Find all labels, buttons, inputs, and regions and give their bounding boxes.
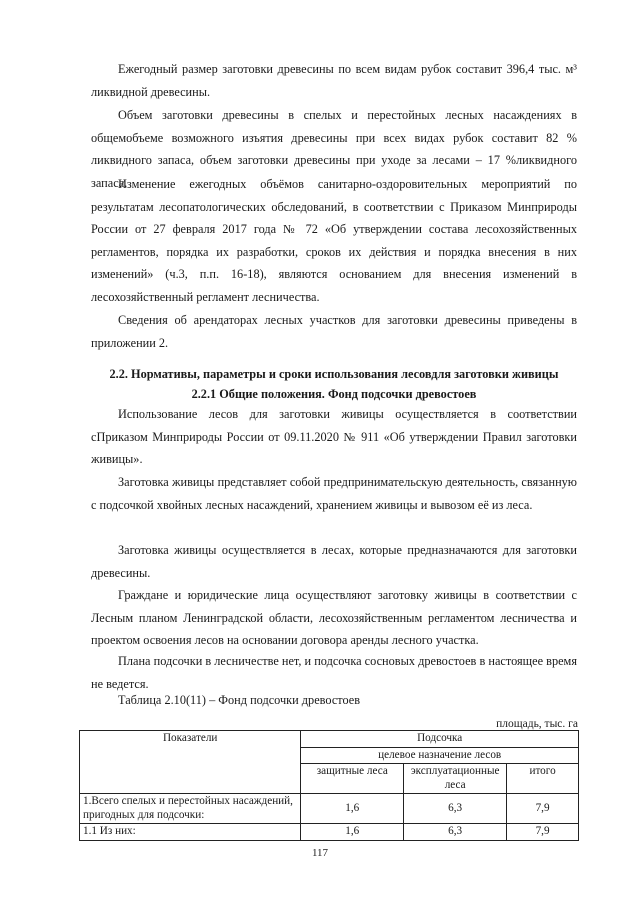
paragraph-text: Сведения об арендаторах лесных участков для заготовки древесины приведены в приложении 2. — [91, 313, 577, 350]
section-heading: 2.2. Нормативы, параметры и сроки использования лесовдля заготовки живицы — [109, 367, 559, 381]
cell-exploitation: 6,3 — [404, 824, 507, 841]
cell-protective: 1,6 — [301, 794, 404, 824]
paragraph-resin-business — [91, 471, 577, 516]
paragraph-no-tapping-plan — [91, 650, 577, 695]
header-indicator: Показатели — [80, 731, 301, 794]
cell-exploitation: 6,3 — [404, 794, 507, 824]
row-label: 1.1 Из них: — [80, 824, 301, 841]
paragraph-resin-forests — [91, 539, 577, 584]
page-number: 117 — [311, 847, 329, 859]
paragraph-text: Граждане и юридические лица осуществляют заготовку живицы в соответствии с Лесным планом Ленинградской области, лесохозяйственным регламентом лесничества и проектом освоения лесов на основании договора аренды лесного участка. — [91, 588, 577, 648]
paragraph-harvest-volume — [91, 58, 577, 103]
header-total: итого — [507, 764, 579, 794]
paragraph-text: Изменение ежегодных объёмов санитарно-оздоровительных мероприятий по результатам лесопатологических обследований, в соответствии с Приказом Минприроды России от 27 февраля 2017 года № 72 «Об утверждении состава лесохозяйственных регламентов, порядка их разработки, сроков их действия и порядка внесения в них изменений» (ч.3, п.п. 16-18), являются основанием для внесения изменений в лесохозяйственный регламент лесничества. — [91, 177, 577, 304]
paragraph-text: Использование лесов для заготовки живицы осуществляется в соответствии сПриказом Минприроды России от 09.11.2020 № 911 «Об утверждении Правил заготовки живицы». — [91, 407, 577, 467]
paragraph-sanitary-measures — [91, 173, 577, 309]
header-tapping: Подсочка — [301, 731, 579, 748]
paragraph-text: Плана подсочки в лесничестве нет, и подсочка сосновых древостоев в настоящее время не ведется. — [91, 654, 577, 691]
paragraph-text: Заготовка живицы осуществляется в лесах, которые предназначаются для заготовки древесины. — [91, 543, 577, 580]
tapping-fund-table — [79, 730, 579, 841]
header-protective: защитные леса — [301, 764, 404, 794]
paragraph-text: Ежегодный размер заготовки древесины по всем видам рубок составит 396,4 тыс. м³ ликвидной древесины. — [91, 62, 577, 99]
paragraph-text: Заготовка живицы представляет собой предпринимательскую деятельность, связанную с подсочкой хвойных лесных насаждений, хранением живицы и вывозом её из леса. — [91, 475, 577, 512]
header-purpose: целевое назначение лесов — [301, 747, 579, 764]
table-unit: площадь, тыс. га — [496, 718, 578, 730]
paragraph-citizens — [91, 584, 577, 652]
table-caption: Таблица 2.10(11) – Фонд подсочки древостоев — [118, 693, 361, 707]
table-row — [80, 794, 579, 824]
paragraph-leaseholders — [91, 309, 577, 354]
row-label: 1.Всего спелых и перестойных насаждений, пригодных для подсочки: — [80, 794, 301, 824]
paragraph-resin-rules — [91, 403, 577, 471]
cell-total: 7,9 — [507, 824, 579, 841]
table-row — [80, 824, 579, 841]
cell-protective: 1,6 — [301, 824, 404, 841]
cell-total: 7,9 — [507, 794, 579, 824]
header-exploitation: эксплуатационные леса — [404, 764, 507, 794]
subsection-heading: 2.2.1 Общие положения. Фонд подсочки древостоев — [191, 387, 477, 401]
paragraph-text: Объем заготовки древесины в спелых и перестойных лесных насаждениях в общемобъеме возможного изъятия древесины при всех видах рубок составит 82 % ликвидного запаса, объем заготовки древесины при уходе за лесами – 17 %ликвидного запаса. — [91, 108, 577, 190]
